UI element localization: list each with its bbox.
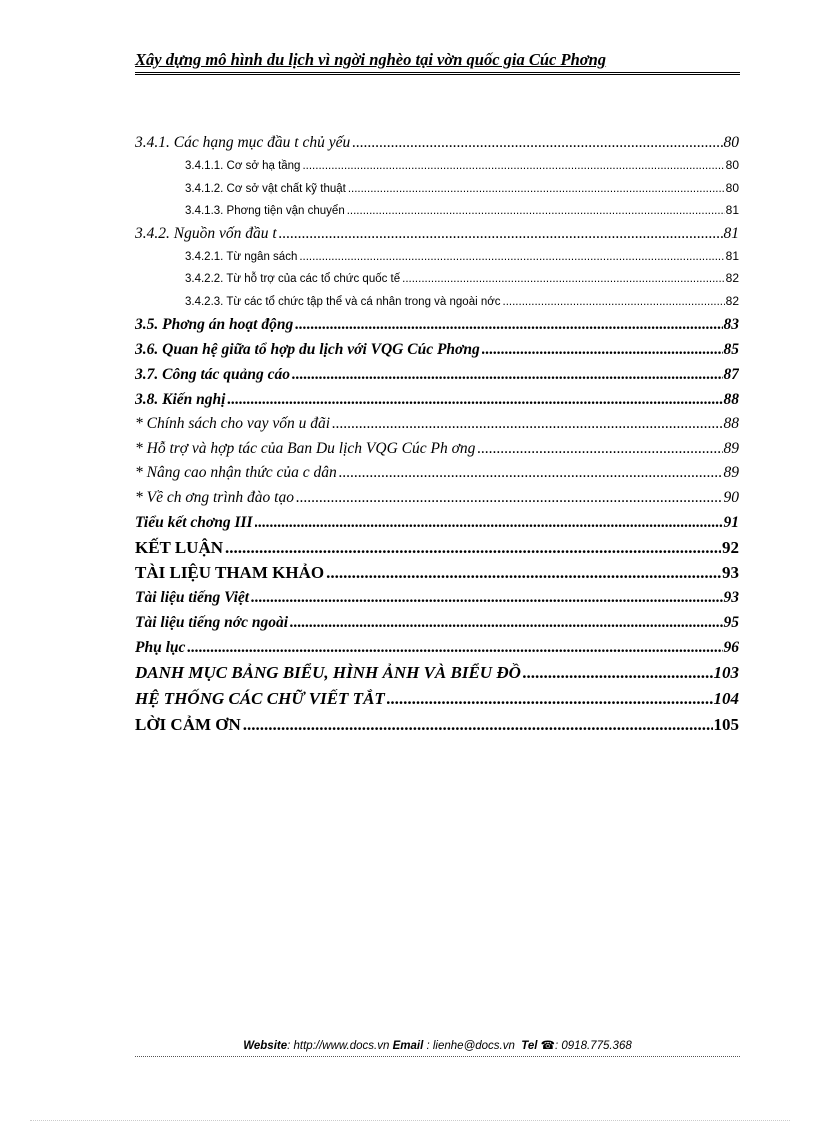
table-of-contents [135, 131, 739, 737]
toc-entry-title: 3.4.2.1. Từ ngân sách [185, 250, 298, 263]
toc-dot-leader [348, 178, 725, 200]
toc-entry[interactable] [135, 610, 739, 635]
toc-entry-page: 80 [723, 134, 739, 151]
toc-entry[interactable] [135, 362, 739, 387]
toc-entry-page: 89 [723, 464, 739, 481]
toc-entry-title: 3.6. Quan hệ giữa tổ hợp du lịch với VQG Cúc Phơng [135, 341, 480, 358]
toc-dot-leader [339, 461, 723, 486]
toc-entry[interactable] [135, 387, 739, 412]
toc-dot-leader [225, 535, 721, 560]
toc-entry-page: 87 [723, 366, 739, 383]
toc-entry-page: 93 [723, 589, 739, 606]
toc-entry-title: TÀI LIỆU THAM KHẢO [135, 563, 325, 582]
toc-entry[interactable] [135, 312, 739, 337]
toc-entry-title: * Nâng cao nhận thức của c dân [135, 464, 337, 481]
toc-entry-title: * Hỗ trợ và hợp tác của Ban Du lịch VQG Cúc Ph ơng [135, 439, 476, 457]
toc-entry[interactable] [135, 486, 739, 511]
toc-entry-page: 88 [723, 415, 739, 432]
toc-entry-title: KẾT LUẬN [135, 538, 224, 557]
toc-dot-leader [302, 155, 724, 177]
toc-dot-leader [290, 610, 723, 635]
toc-entry-page: 80 [725, 158, 739, 172]
toc-entry-page: 82 [725, 293, 739, 308]
toc-entry[interactable] [135, 510, 739, 535]
toc-entry-title: * Chính sách cho vay vốn u đãi [135, 415, 331, 432]
toc-entry-page: 83 [723, 316, 739, 333]
toc-entry-page: 104 [713, 689, 739, 708]
toc-entry-title: 3.4.2.2. Từ hỗ trợ của các tổ chức quốc tế [185, 273, 401, 285]
toc-entry[interactable] [135, 660, 739, 686]
website-value: : http://www.docs.vn [287, 1040, 390, 1052]
page-header [135, 50, 740, 75]
toc-dot-leader [477, 437, 722, 462]
tel-value: : 0918.775.368 [555, 1040, 632, 1052]
header-title: Xây dựng mô hình du lịch vì ngời nghèo tại vờn quốc gia Cúc Phơng [135, 50, 607, 69]
toc-entry-page: 81 [723, 224, 739, 242]
toc-dot-leader [482, 337, 723, 362]
toc-entry[interactable] [135, 461, 739, 486]
toc-dot-leader [296, 486, 723, 511]
toc-entry[interactable] [135, 131, 739, 154]
toc-dot-leader [387, 686, 713, 712]
toc-entry-page: 103 [713, 663, 739, 682]
toc-entry-page: 81 [725, 248, 739, 263]
toc-dot-leader [402, 268, 724, 290]
toc-dot-leader [295, 312, 722, 337]
toc-entry-title: 3.4.1.1. Cơ sở hạ tầng [185, 160, 301, 172]
toc-entry-page: 82 [725, 271, 739, 285]
toc-entry[interactable] [135, 635, 739, 660]
toc-entry[interactable] [135, 290, 739, 313]
toc-entry[interactable] [135, 585, 739, 610]
toc-dot-leader [243, 712, 713, 737]
toc-entry-title: HỆ THỐNG CÁC CHỮ VIẾT TẮT [135, 689, 385, 708]
toc-entry-title: LỜI CẢM ƠN [135, 715, 241, 734]
toc-dot-leader [332, 412, 722, 437]
toc-dot-leader [279, 222, 723, 245]
toc-entry[interactable] [135, 267, 739, 290]
toc-entry-title: 3.4.2. Nguồn vốn đầu t [135, 224, 277, 242]
toc-entry-title: Phụ lục [135, 639, 186, 656]
toc-entry-title: 3.8. Kiến nghị [135, 391, 226, 408]
tel-label: Tel [521, 1040, 538, 1052]
page-footer [135, 1038, 740, 1052]
toc-entry-page: 91 [723, 514, 739, 531]
toc-entry[interactable] [135, 222, 739, 245]
toc-entry[interactable] [135, 154, 739, 177]
toc-entry-page: 88 [723, 391, 739, 408]
website-label: Website [243, 1040, 288, 1052]
page-bottom-divider [30, 1120, 790, 1121]
toc-dot-leader [251, 585, 722, 610]
toc-entry-page: 96 [723, 639, 739, 656]
toc-entry-page: 85 [723, 341, 739, 358]
toc-entry-title: Tiểu kết chơng III [135, 514, 253, 531]
toc-entry-title: 3.4.2.3. Từ các tổ chức tập thể và cá nhân trong và ngoài nớc [185, 295, 501, 308]
footer-divider [135, 1056, 740, 1057]
toc-entry[interactable] [135, 712, 739, 737]
toc-entry-page: 93 [722, 563, 739, 582]
toc-dot-leader [352, 131, 722, 154]
email-value: : lienhe@docs.vn [426, 1040, 515, 1052]
toc-entry-title: 3.4.1.3. Phơng tiện vận chuyển [185, 205, 345, 217]
toc-entry-title: Tài liệu tiếng Việt [135, 589, 250, 606]
toc-entry[interactable] [135, 177, 739, 200]
toc-entry-title: * Về ch ơng trình đào tạo [135, 488, 294, 506]
toc-entry[interactable] [135, 535, 739, 560]
toc-entry-page: 92 [722, 538, 739, 557]
toc-entry-page: 90 [723, 488, 739, 506]
toc-entry-title: 3.4.1.2. Cơ sở vật chất kỹ thuật [185, 182, 346, 195]
toc-dot-leader [292, 362, 722, 387]
toc-dot-leader [503, 291, 725, 313]
toc-dot-leader [255, 510, 723, 535]
toc-entry[interactable] [135, 199, 739, 222]
toc-entry[interactable] [135, 245, 739, 268]
toc-entry-title: DANH MỤC BẢNG BIỂU, HÌNH ẢNH VÀ BIỂU ĐỒ [135, 663, 521, 682]
toc-dot-leader [227, 387, 722, 412]
email-label: Email [392, 1040, 424, 1052]
toc-entry-page: 89 [723, 439, 739, 457]
toc-entry-title: 3.5. Phơng án hoạt động [135, 316, 294, 333]
toc-entry[interactable] [135, 560, 739, 585]
toc-dot-leader [299, 246, 724, 268]
toc-entry[interactable] [135, 686, 739, 712]
toc-dot-leader [523, 660, 713, 686]
toc-entry[interactable] [135, 437, 739, 462]
toc-entry-title: 3.7. Công tác quảng cáo [135, 366, 291, 383]
toc-dot-leader [187, 635, 722, 660]
toc-entry-page: 80 [725, 180, 739, 195]
telephone-icon: ☎ [540, 1040, 555, 1052]
toc-dot-leader [347, 200, 725, 222]
toc-entry[interactable] [135, 412, 739, 437]
toc-entry-page: 81 [725, 203, 739, 217]
toc-entry-title: Tài liệu tiếng nớc ngoài [135, 614, 288, 631]
toc-entry-page: 105 [713, 715, 739, 734]
toc-entry-title: 3.4.1. Các hạng mục đầu t chủ yếu [135, 134, 351, 151]
toc-entry[interactable] [135, 337, 739, 362]
toc-dot-leader [326, 560, 721, 585]
toc-entry-page: 95 [723, 614, 739, 631]
